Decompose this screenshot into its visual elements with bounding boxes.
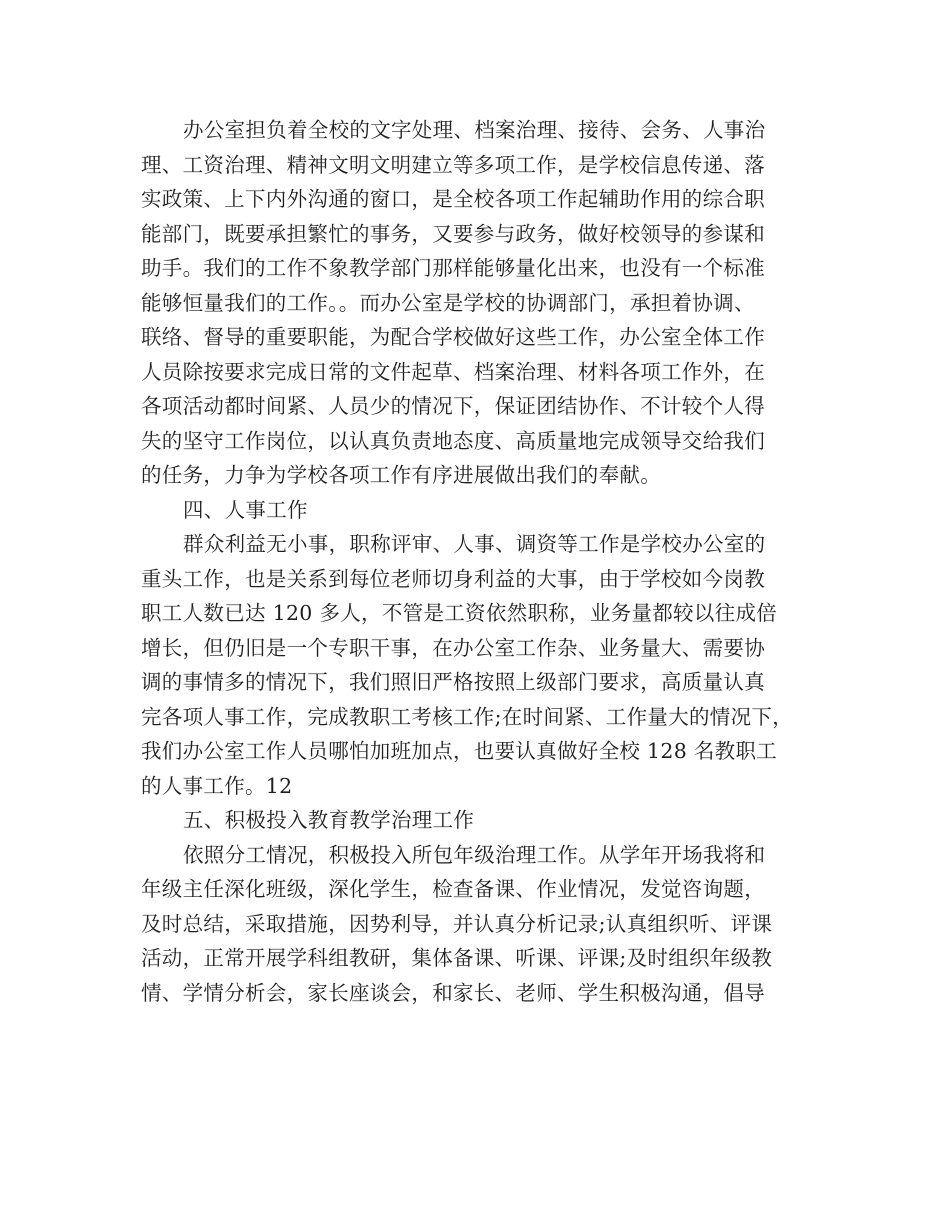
text-line: 的人事工作。12 <box>141 773 293 798</box>
text-line: 理、工资治理、精神文明文明建立等多项工作，是学校信息传递、落 <box>141 152 765 177</box>
text-line: 的任务，力争为学校各项工作有序进展做出我们的奉献。 <box>141 463 661 487</box>
text-line: 能部门，既要承担繁忙的事务，又要参与政务，做好校领导的参谋和 <box>141 221 765 246</box>
text-line: 情、学情分析会，家长座谈会，和家长、老师、学生积极沟通，倡导 <box>141 980 765 1005</box>
text-line: 群众利益无小事，职称评审、人事、调资等工作是学校办公室的 <box>183 532 766 556</box>
text-line: 能够恒量我们的工作。。而办公室是学校的协调部门，承担着协调、 <box>141 290 755 315</box>
text-line: 活动，正常开展学科组教研，集体备课、听课、评课;及时组织年级教 <box>141 946 773 970</box>
text-line: 增长，但仍旧是一个专职干事，在办公室工作杂、业务量大、需要协 <box>141 635 765 660</box>
text-line: 调的事情多的情况下，我们照旧严格按照上级部门要求，高质量认真 <box>141 670 765 694</box>
text-line: 办公室担负着全校的文字处理、档案治理、接待、会务、人事治 <box>183 118 766 142</box>
text-line: 依照分工情况，积极投入所包年级治理工作。从学年开场我将和 <box>183 842 766 867</box>
text-line: 各项活动都时间紧、人员少的情况下，保证团结协作、不计较个人得 <box>141 394 765 418</box>
text-line: 职工人数已达 120 多人，不管是工资依然职称，业务量都较以往成倍 <box>141 601 778 625</box>
text-line: 失的坚守工作岗位，以认真负责地态度、高质量地完成领导交给我们 <box>141 428 765 453</box>
text-line: 重头工作，也是关系到每位老师切身利益的大事，由于学校如今岗教 <box>141 566 765 591</box>
text-line: 四、人事工作 <box>183 497 308 522</box>
text-line: 助手。我们的工作不象教学部门那样能够量化出来，也没有一个标准 <box>141 256 765 280</box>
text-line: 年级主任深化班级，深化学生，检查备课、作业情况，发觉咨询题， <box>141 877 765 901</box>
text-line: 完各项人事工作，完成教职工考核工作;在时间紧、工作量大的情况下， <box>141 704 794 729</box>
text-line: 实政策、上下内外沟通的窗口，是全校各项工作起辅助作用的综合职 <box>141 187 765 211</box>
text-line: 五、积极投入教育教学治理工作 <box>183 808 475 832</box>
text-line: 我们办公室工作人员哪怕加班加点，也要认真做好全校 128 名教职工 <box>141 739 778 763</box>
text-line: 联络、督导的重要职能，为配合学校做好这些工作，办公室全体工作 <box>141 325 765 349</box>
document-body <box>141 113 821 1010</box>
text-line: 人员除按要求完成日常的文件起草、档案治理、材料各项工作外，在 <box>141 359 765 384</box>
text-line: 及时总结，采取措施，因势利导，并认真分析记录;认真组织听、评课 <box>141 911 773 936</box>
